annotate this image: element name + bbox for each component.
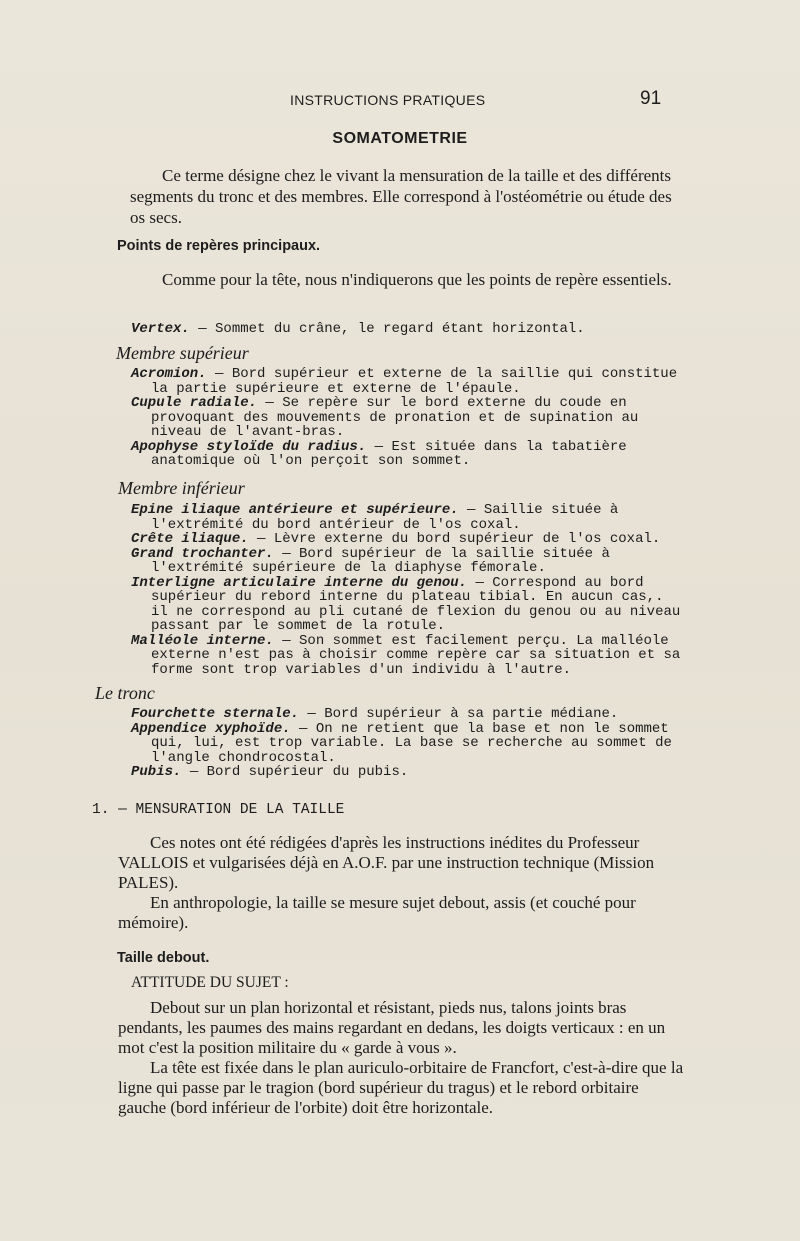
- taille-debout-p2: La tête est fixée dans le plan auriculo-orbitaire de Francfort, c'est-à-dire que la ligne qui passe par le tragion (bord supérieur du tragus) et le rebord orbitaire gauche (bord inférieur de l'orbite) doit être horizontale.: [118, 1058, 684, 1117]
- section-heading-mensuration: 1. — MENSURATION DE LA TAILLE: [92, 802, 345, 818]
- item-term: Grand trochanter.: [131, 545, 274, 562]
- list-item: [131, 634, 687, 678]
- item-text: — Son sommet est facilement perçu. La malléole externe n'est pas à choisir comme repère car sa situation et sa forme sont trop variables d'un individu à l'autre.: [151, 632, 681, 678]
- item-text: — Bord supérieur du pubis.: [181, 764, 409, 780]
- item-term: Malléole interne.: [131, 632, 274, 649]
- membre-inferieur-heading: Membre inférieur: [118, 478, 245, 498]
- section1-p1: Ces notes ont été rédigées d'après les instructions inédites du Professeur VALLOIS et vulgarisées déjà en A.O.F. par une instruction technique (Mission PALES).: [118, 833, 655, 892]
- item-text: — Bord supérieur de la saillie située à l'extrémité supérieure de la diaphyse fémorale.: [151, 545, 610, 576]
- item-term: Fourchette sternale.: [131, 706, 300, 722]
- attitude-heading: ATTITUDE DU SUJET :: [131, 974, 289, 991]
- item-term: Crête iliaque.: [131, 531, 249, 547]
- item-text: — Saillie située à l'extrémité du bord antérieur de l'os coxal.: [151, 502, 619, 533]
- list-item: [131, 765, 687, 780]
- points-intro-text: Comme pour la tête, nous n'indiquerons que les points de repère essentiels.: [162, 270, 672, 289]
- item-text: — Bord supérieur et externe de la saillie qui constitue la partie supérieure et externe de l'épaule.: [151, 366, 678, 397]
- item-term: Cupule radiale.: [131, 395, 258, 411]
- item-text: — On ne retient que la base et non le sommet qui, lui, est trop variable. La base se recherche au sommet de l'angle chondrocostal.: [151, 720, 672, 766]
- list-item: [131, 396, 687, 440]
- list-item: [131, 576, 687, 634]
- membre-superieur-list: [131, 367, 687, 469]
- vertex-text: — Sommet du crâne, le regard étant horizontal.: [189, 321, 585, 337]
- taille-debout-paragraphs: [118, 998, 686, 1118]
- running-head: INSTRUCTIONS PRATIQUES: [290, 92, 486, 108]
- tronc-list: [131, 707, 687, 780]
- section1-paragraphs: [118, 833, 686, 933]
- taille-debout-p1: Debout sur un plan horizontal et résistant, pieds nus, talons joints bras pendants, les paumes des mains regardant en dedans, les doigts verticaux : en un mot c'est la position militaire du « garde à vous ».: [118, 998, 666, 1057]
- list-item: [131, 532, 687, 547]
- item-text: — Se repère sur le bord externe du coude en provoquant des mouvements de pronation et de supination au niveau de l'avant-bras.: [151, 395, 639, 440]
- item-term: Acromion.: [131, 366, 207, 382]
- points-heading: Points de repères principaux.: [117, 238, 321, 254]
- page-title: SOMATOMETRIE: [332, 130, 468, 147]
- membre-inferieur-list: [131, 503, 687, 677]
- tronc-heading: Le tronc: [95, 683, 155, 703]
- membre-superieur-heading: Membre supérieur: [116, 343, 249, 363]
- item-text: — Est située dans la tabatière anatomique où l'on perçoit son sommet.: [151, 438, 627, 469]
- section1-p2: En anthropologie, la taille se mesure sujet debout, assis (et couché pour mémoire).: [118, 893, 636, 932]
- list-item: [131, 503, 687, 532]
- page-number: 91: [640, 88, 662, 109]
- item-text: — Correspond au bord supérieur du rebord interne du plateau tibial. En aucun cas,. il ne correspond au pli cutané de flexion du genou ou au niveau passant par le sommet de la rotule.: [151, 574, 681, 634]
- vertex-term: Vertex.: [131, 321, 190, 337]
- item-term: Pubis.: [131, 764, 182, 780]
- item-text: — Bord supérieur à sa partie médiane.: [299, 706, 619, 722]
- list-item: [131, 722, 687, 766]
- taille-debout-heading: Taille debout.: [117, 950, 210, 966]
- item-term: Epine iliaque antérieure et supérieure.: [131, 502, 459, 518]
- list-item: [131, 440, 687, 469]
- list-item: [131, 707, 687, 722]
- item-term: Apophyse styloïde du radius.: [131, 438, 367, 455]
- item-term: Appendice xyphoïde.: [131, 720, 291, 737]
- vertex-definition: [131, 322, 687, 337]
- intro-paragraph: [130, 165, 685, 228]
- item-text: — Lèvre externe du bord supérieur de l'os coxal.: [248, 531, 661, 547]
- intro-text: Ce terme désigne chez le vivant la mensuration de la taille et des différents segments du tronc et des membres. Elle correspond à l'ostéométrie ou étude des os secs.: [130, 166, 672, 227]
- points-intro-paragraph: [130, 270, 685, 290]
- list-item: [131, 547, 687, 576]
- item-term: Interligne articulaire interne du genou.: [131, 574, 468, 591]
- list-item: [131, 367, 687, 396]
